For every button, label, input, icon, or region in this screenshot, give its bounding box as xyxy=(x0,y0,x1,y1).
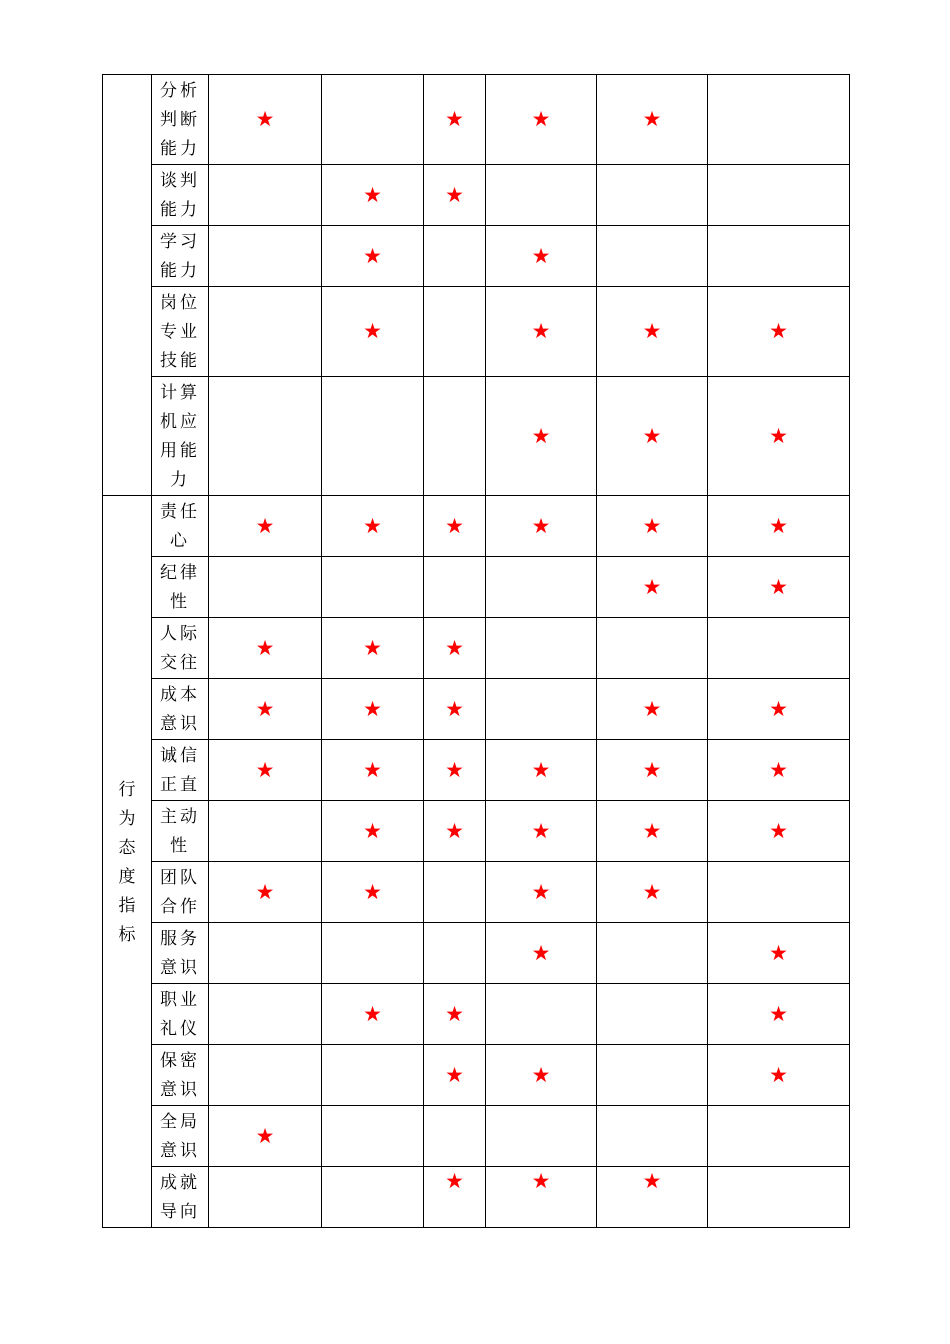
indicator-label: 职业礼仪 xyxy=(160,990,200,1039)
mark-cell-col-3 xyxy=(424,165,486,226)
star-icon: ★ xyxy=(363,818,382,843)
mark-cell-col-5 xyxy=(597,226,708,287)
mark-cell-col-1 xyxy=(209,740,322,801)
star-icon: ★ xyxy=(255,635,275,660)
mark-cell-col-2 xyxy=(322,740,424,801)
mark-cell-col-3 xyxy=(424,1106,486,1167)
mark-cell-col-4 xyxy=(486,740,597,801)
star-icon: ★ xyxy=(531,757,551,782)
table-row xyxy=(103,923,850,984)
indicator-label: 学习能力 xyxy=(160,232,200,281)
mark-cell-col-5 xyxy=(597,679,708,740)
table-row xyxy=(103,1106,850,1167)
mark-cell-col-2 xyxy=(322,287,424,377)
table-row xyxy=(103,287,850,377)
mark-cell-col-1 xyxy=(209,923,322,984)
star-icon: ★ xyxy=(531,1062,551,1087)
mark-cell-col-1 xyxy=(209,226,322,287)
mark-cell-col-4 xyxy=(486,923,597,984)
mark-cell-col-6 xyxy=(708,557,850,618)
star-icon: ★ xyxy=(769,696,788,721)
mark-cell-col-5 xyxy=(597,801,708,862)
mark-cell-col-1 xyxy=(209,618,322,679)
indicator-cell xyxy=(152,1167,209,1228)
category-cell xyxy=(103,496,152,1228)
star-icon: ★ xyxy=(769,818,788,843)
star-icon: ★ xyxy=(531,940,551,965)
star-icon: ★ xyxy=(642,107,662,131)
mark-cell-col-3 xyxy=(424,496,486,557)
star-icon: ★ xyxy=(531,107,551,131)
mark-cell-col-2 xyxy=(322,496,424,557)
mark-cell-col-2 xyxy=(322,226,424,287)
table-row xyxy=(103,165,850,226)
mark-cell-col-2 xyxy=(322,75,424,165)
star-icon: ★ xyxy=(445,513,464,538)
star-icon: ★ xyxy=(363,757,382,782)
star-icon: ★ xyxy=(445,635,464,660)
star-icon: ★ xyxy=(445,696,464,721)
mark-cell-col-5 xyxy=(597,165,708,226)
star-icon: ★ xyxy=(363,513,382,538)
mark-cell-col-3 xyxy=(424,226,486,287)
star-icon: ★ xyxy=(642,696,662,721)
indicator-cell xyxy=(152,557,209,618)
indicator-cell xyxy=(152,862,209,923)
mark-cell-col-3 xyxy=(424,740,486,801)
table-row xyxy=(103,801,850,862)
mark-cell-col-3 xyxy=(424,923,486,984)
star-icon: ★ xyxy=(642,319,662,343)
star-icon: ★ xyxy=(531,319,551,343)
star-icon: ★ xyxy=(642,574,662,599)
indicator-cell xyxy=(152,740,209,801)
mark-cell-col-5 xyxy=(597,740,708,801)
table-row xyxy=(103,1167,850,1228)
table-row xyxy=(103,1045,850,1106)
indicator-cell xyxy=(152,984,209,1045)
star-icon: ★ xyxy=(769,1062,788,1087)
table-row xyxy=(103,679,850,740)
mark-cell-col-6 xyxy=(708,496,850,557)
table-row xyxy=(103,984,850,1045)
indicator-label: 全局意识 xyxy=(160,1112,200,1161)
star-icon: ★ xyxy=(363,319,382,343)
table-row xyxy=(103,740,850,801)
mark-cell-col-3 xyxy=(424,557,486,618)
indicator-cell xyxy=(152,165,209,226)
indicator-label: 人际交往 xyxy=(160,624,200,673)
star-icon: ★ xyxy=(642,818,662,843)
mark-cell-col-2 xyxy=(322,984,424,1045)
mark-cell-col-1 xyxy=(209,679,322,740)
mark-cell-col-1 xyxy=(209,75,322,165)
star-icon: ★ xyxy=(445,1169,464,1193)
table-row xyxy=(103,862,850,923)
star-icon: ★ xyxy=(445,107,464,131)
mark-cell-col-4 xyxy=(486,801,597,862)
star-icon: ★ xyxy=(769,423,788,448)
mark-cell-col-1 xyxy=(209,496,322,557)
mark-cell-col-6 xyxy=(708,862,850,923)
mark-cell-col-1 xyxy=(209,1106,322,1167)
mark-cell-col-6 xyxy=(708,377,850,496)
star-icon: ★ xyxy=(363,696,382,721)
mark-cell-col-3 xyxy=(424,801,486,862)
mark-cell-col-6 xyxy=(708,618,850,679)
mark-cell-col-5 xyxy=(597,496,708,557)
indicator-label: 计算机应用能力 xyxy=(160,383,200,490)
mark-cell-col-4 xyxy=(486,226,597,287)
mark-cell-col-4 xyxy=(486,557,597,618)
indicator-cell xyxy=(152,226,209,287)
mark-cell-col-2 xyxy=(322,862,424,923)
mark-cell-col-6 xyxy=(708,740,850,801)
indicator-label: 岗位专业技能 xyxy=(160,293,200,371)
star-icon: ★ xyxy=(531,818,551,843)
mark-cell-col-4 xyxy=(486,862,597,923)
mark-cell-col-6 xyxy=(708,1167,850,1228)
mark-cell-col-4 xyxy=(486,1167,597,1228)
table-row xyxy=(103,377,850,496)
category-cell xyxy=(103,75,152,496)
mark-cell-col-4 xyxy=(486,984,597,1045)
star-icon: ★ xyxy=(255,107,275,131)
indicator-cell xyxy=(152,923,209,984)
star-icon: ★ xyxy=(445,1001,464,1026)
table-row xyxy=(103,226,850,287)
mark-cell-col-5 xyxy=(597,984,708,1045)
star-icon: ★ xyxy=(769,319,788,343)
mark-cell-col-2 xyxy=(322,1106,424,1167)
mark-cell-col-5 xyxy=(597,618,708,679)
star-icon: ★ xyxy=(769,574,788,599)
indicator-label: 成就导向 xyxy=(160,1173,200,1222)
indicator-label: 纪律性 xyxy=(160,563,200,612)
mark-cell-col-4 xyxy=(486,679,597,740)
mark-cell-col-2 xyxy=(322,618,424,679)
star-icon: ★ xyxy=(255,513,275,538)
mark-cell-col-1 xyxy=(209,377,322,496)
star-icon: ★ xyxy=(255,757,275,782)
mark-cell-col-4 xyxy=(486,496,597,557)
mark-cell-col-1 xyxy=(209,862,322,923)
star-icon: ★ xyxy=(445,757,464,782)
mark-cell-col-6 xyxy=(708,287,850,377)
star-icon: ★ xyxy=(255,696,275,721)
mark-cell-col-5 xyxy=(597,557,708,618)
indicator-cell xyxy=(152,1106,209,1167)
mark-cell-col-6 xyxy=(708,801,850,862)
mark-cell-col-2 xyxy=(322,923,424,984)
indicator-label: 服务意识 xyxy=(160,929,200,978)
mark-cell-col-2 xyxy=(322,679,424,740)
mark-cell-col-3 xyxy=(424,1167,486,1228)
mark-cell-col-4 xyxy=(486,618,597,679)
star-icon: ★ xyxy=(363,1001,382,1026)
mark-cell-col-4 xyxy=(486,377,597,496)
mark-cell-col-5 xyxy=(597,862,708,923)
star-icon: ★ xyxy=(642,423,662,448)
star-icon: ★ xyxy=(642,757,662,782)
star-icon: ★ xyxy=(769,1001,788,1026)
mark-cell-col-5 xyxy=(597,287,708,377)
mark-cell-col-6 xyxy=(708,165,850,226)
mark-cell-col-5 xyxy=(597,1167,708,1228)
star-icon: ★ xyxy=(255,879,275,904)
mark-cell-col-1 xyxy=(209,165,322,226)
category-label: 行为态度指标 xyxy=(118,779,136,945)
indicator-label: 谈判能力 xyxy=(160,171,200,220)
star-icon: ★ xyxy=(531,243,551,268)
star-icon: ★ xyxy=(769,757,788,782)
category-label xyxy=(118,284,136,286)
star-icon: ★ xyxy=(769,513,788,538)
star-icon: ★ xyxy=(642,1169,662,1193)
star-icon: ★ xyxy=(531,513,551,538)
mark-cell-col-2 xyxy=(322,165,424,226)
mark-cell-col-4 xyxy=(486,287,597,377)
star-icon: ★ xyxy=(255,1123,275,1148)
star-icon: ★ xyxy=(642,879,662,904)
mark-cell-col-4 xyxy=(486,1106,597,1167)
mark-cell-col-5 xyxy=(597,75,708,165)
star-icon: ★ xyxy=(363,243,382,268)
mark-cell-col-1 xyxy=(209,1045,322,1106)
mark-cell-col-1 xyxy=(209,287,322,377)
mark-cell-col-4 xyxy=(486,165,597,226)
star-icon: ★ xyxy=(531,879,551,904)
mark-cell-col-1 xyxy=(209,801,322,862)
star-icon: ★ xyxy=(445,1062,464,1087)
indicator-cell xyxy=(152,1045,209,1106)
star-icon: ★ xyxy=(363,635,382,660)
indicator-cell xyxy=(152,496,209,557)
table-row xyxy=(103,557,850,618)
star-icon: ★ xyxy=(363,879,382,904)
mark-cell-col-5 xyxy=(597,923,708,984)
table-row xyxy=(103,75,850,165)
indicator-cell xyxy=(152,377,209,496)
indicator-label: 分析判断能力 xyxy=(160,81,200,159)
mark-cell-col-2 xyxy=(322,377,424,496)
mark-cell-col-4 xyxy=(486,1045,597,1106)
star-icon: ★ xyxy=(531,423,551,448)
indicator-cell xyxy=(152,618,209,679)
indicator-cell xyxy=(152,75,209,165)
table-row xyxy=(103,496,850,557)
mark-cell-col-6 xyxy=(708,1045,850,1106)
mark-cell-col-6 xyxy=(708,75,850,165)
mark-cell-col-3 xyxy=(424,679,486,740)
mark-cell-col-3 xyxy=(424,862,486,923)
mark-cell-col-2 xyxy=(322,1167,424,1228)
mark-cell-col-6 xyxy=(708,679,850,740)
star-icon: ★ xyxy=(445,182,464,207)
mark-cell-col-1 xyxy=(209,1167,322,1228)
mark-cell-col-3 xyxy=(424,1045,486,1106)
mark-cell-col-2 xyxy=(322,1045,424,1106)
mark-cell-col-4 xyxy=(486,75,597,165)
star-icon: ★ xyxy=(642,513,662,538)
indicator-cell xyxy=(152,679,209,740)
indicator-label: 成本意识 xyxy=(160,685,200,734)
matrix-body xyxy=(103,75,850,1228)
mark-cell-col-3 xyxy=(424,984,486,1045)
indicator-cell xyxy=(152,287,209,377)
star-icon: ★ xyxy=(769,940,788,965)
mark-cell-col-6 xyxy=(708,923,850,984)
mark-cell-col-6 xyxy=(708,226,850,287)
indicator-label: 保密意识 xyxy=(160,1051,200,1100)
mark-cell-col-5 xyxy=(597,1106,708,1167)
indicator-label: 主动性 xyxy=(160,807,200,856)
mark-cell-col-3 xyxy=(424,618,486,679)
indicator-label: 责任心 xyxy=(160,502,200,551)
competency-matrix-table xyxy=(102,74,850,1228)
mark-cell-col-3 xyxy=(424,75,486,165)
star-icon: ★ xyxy=(363,182,382,207)
mark-cell-col-6 xyxy=(708,984,850,1045)
table-row xyxy=(103,618,850,679)
mark-cell-col-3 xyxy=(424,287,486,377)
mark-cell-col-1 xyxy=(209,984,322,1045)
indicator-label: 团队合作 xyxy=(160,868,200,917)
indicator-label: 诚信正直 xyxy=(160,746,200,795)
mark-cell-col-6 xyxy=(708,1106,850,1167)
mark-cell-col-2 xyxy=(322,801,424,862)
star-icon: ★ xyxy=(531,1169,551,1193)
mark-cell-col-3 xyxy=(424,377,486,496)
mark-cell-col-2 xyxy=(322,557,424,618)
star-icon: ★ xyxy=(445,818,464,843)
mark-cell-col-5 xyxy=(597,1045,708,1106)
indicator-cell xyxy=(152,801,209,862)
mark-cell-col-1 xyxy=(209,557,322,618)
mark-cell-col-5 xyxy=(597,377,708,496)
